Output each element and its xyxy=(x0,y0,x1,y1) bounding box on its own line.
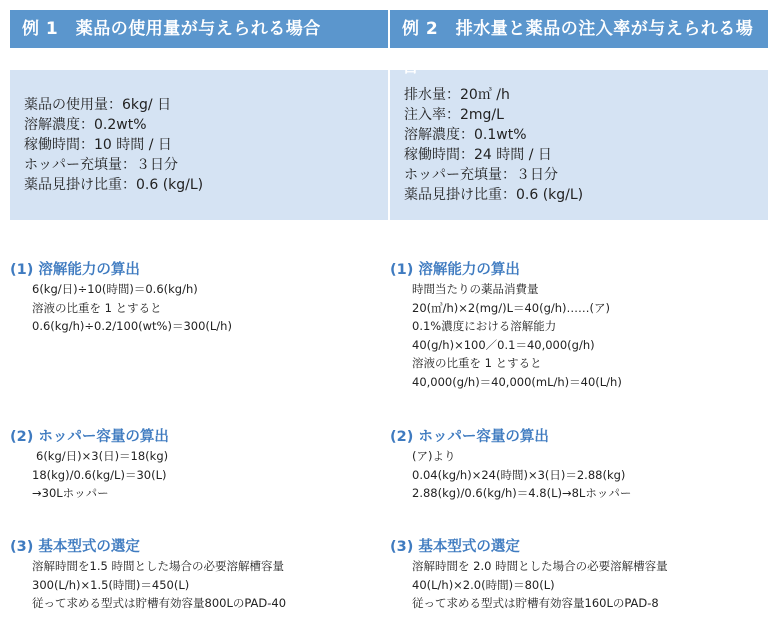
section-title: (2) ホッパー容量の算出 xyxy=(10,429,169,445)
calc-line: 0.6(kg/h)÷0.2/100(wt%)＝300(L/h) xyxy=(32,319,232,333)
calc-line: 18(kg)/0.6(kg/L)＝30(L) xyxy=(32,467,167,482)
calc-line: 溶解時間を 2.0 時間とした場合の必要溶解槽容量 xyxy=(412,559,668,573)
calc-line: 40(g/h)×100／0.1＝40,000(g/h) xyxy=(412,337,595,352)
section-title: (1) 溶解能力の算出 xyxy=(10,262,140,278)
example2-section-1 xyxy=(390,260,768,391)
example2-header: 例 2 排水量と薬品の注入率が与えられる場合 xyxy=(390,10,768,48)
example1-section-3 xyxy=(10,537,388,613)
calc-line: 20(㎥/h)×2(mg/)L＝40(g/h)……(ア) xyxy=(412,300,611,315)
calc-line: →30Lホッパー xyxy=(32,486,109,500)
calc-line: 溶解時間を1.5 時間とした場合の必要溶解槽容量 xyxy=(32,559,284,573)
example1-conditions-box xyxy=(10,70,388,220)
condition-line: 稼働時間：24 時間 / 日 xyxy=(404,147,552,163)
calc-line: 6(kg/日)×3(日)＝18(kg) xyxy=(36,449,169,463)
condition-line: 薬品見掛け比重：0.6 (kg/L) xyxy=(404,187,584,203)
section-title: (2) ホッパー容量の算出 xyxy=(390,429,549,445)
condition-line: ホッパー充填量：３日分 xyxy=(404,167,558,183)
condition-line: 溶解濃度：0.2wt% xyxy=(24,117,147,133)
condition-line: ホッパー充填量：３日分 xyxy=(24,157,178,173)
calc-line: 6(kg/日)÷10(時間)＝0.6(kg/h) xyxy=(32,282,198,296)
example1-header: 例 1 薬品の使用量が与えられる場合 xyxy=(10,10,388,48)
example2-section-2 xyxy=(390,427,768,503)
condition-line: 稼働時間：10 時間 / 日 xyxy=(24,137,172,153)
calc-line: (ア)より xyxy=(412,449,456,463)
calc-line: 時間当たりの薬品消費量 xyxy=(412,282,539,296)
calc-line: 従って求める型式は貯槽有効容量160LのPAD-8 xyxy=(412,596,659,610)
example1-column xyxy=(10,0,388,610)
calc-line: 2.88(kg)/0.6(kg/h)＝4.8(L)→8Lホッパー xyxy=(412,486,632,500)
example2-conditions-box xyxy=(390,70,768,220)
condition-line: 薬品見掛け比重：0.6 (kg/L) xyxy=(24,177,204,193)
calc-line: 40(L/h)×2.0(時間)＝80(L) xyxy=(412,577,555,592)
calc-line: 溶液の比重を 1 とすると xyxy=(32,300,162,315)
section-title: (1) 溶解能力の算出 xyxy=(390,262,520,278)
example1-section-2 xyxy=(10,427,388,503)
condition-line: 溶解濃度：0.1wt% xyxy=(404,127,527,143)
section-title: (3) 基本型式の選定 xyxy=(390,539,520,555)
calc-line: 40,000(g/h)＝40,000(mL/h)＝40(L/h) xyxy=(412,374,622,389)
calc-line: 300(L/h)×1.5(時間)＝450(L) xyxy=(32,577,190,592)
calc-line: 0.1%濃度における溶解能力 xyxy=(412,319,557,333)
condition-line: 排水量：20㎥ /h xyxy=(404,87,510,103)
calc-line: 0.04(kg/h)×24(時間)×3(日)＝2.88(kg) xyxy=(412,467,626,482)
section-title: (3) 基本型式の選定 xyxy=(10,539,140,555)
example2-column xyxy=(390,0,768,610)
condition-line: 薬品の使用量：6kg/ 日 xyxy=(24,97,172,113)
calc-line: 従って求める型式は貯槽有効容量800LのPAD-40 xyxy=(32,596,287,610)
condition-line: 注入率：2mg/L xyxy=(404,107,504,123)
calc-line: 溶液の比重を 1 とすると xyxy=(412,356,542,370)
example2-section-3 xyxy=(390,537,768,613)
example1-section-1 xyxy=(10,260,388,336)
